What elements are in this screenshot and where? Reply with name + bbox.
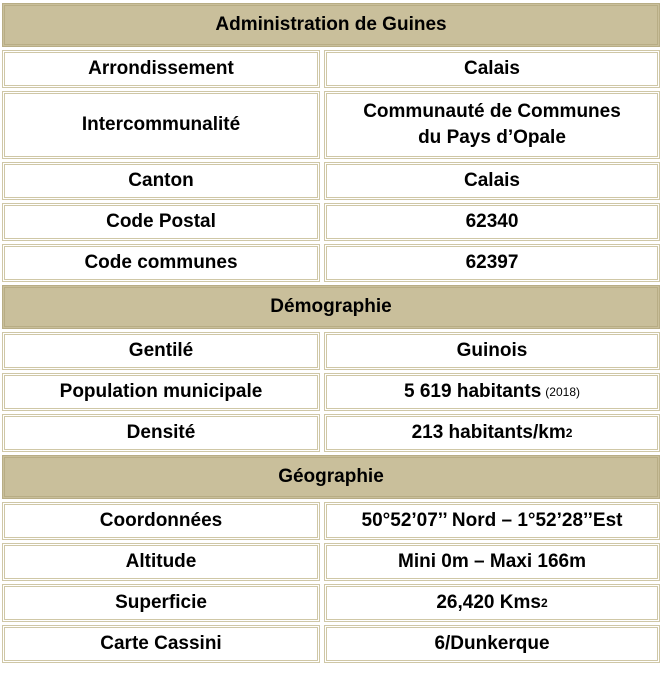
row-label: Code Postal — [2, 203, 320, 241]
row-label: Population municipale — [2, 373, 320, 411]
row-label: Arrondissement — [2, 50, 320, 88]
population-year: (2018) — [545, 385, 580, 399]
table-row — [2, 162, 660, 200]
table-row — [2, 91, 660, 159]
row-value: Calais — [324, 50, 660, 88]
density-value: 213 habitants/km — [411, 422, 566, 443]
value-line-2: du Pays d’Opale — [418, 127, 566, 148]
table-row — [2, 625, 660, 663]
section-header-demographie: Démographie — [2, 285, 660, 329]
row-value: 26,420 Kms 2 — [324, 584, 660, 622]
population-value: 5 619 habitants — [404, 381, 542, 402]
table-row — [2, 543, 660, 581]
row-value: 6/Dunkerque — [324, 625, 660, 663]
table-row — [2, 502, 660, 540]
row-label: Coordonnées — [2, 502, 320, 540]
row-label: Gentilé — [2, 332, 320, 370]
table-row — [2, 244, 660, 282]
table-row — [2, 203, 660, 241]
table-row — [2, 373, 660, 411]
table-row — [2, 584, 660, 622]
row-value: 50°52’07’’ Nord – 1°52’28’’Est — [324, 502, 660, 540]
row-label: Densité — [2, 414, 320, 452]
row-label: Canton — [2, 162, 320, 200]
row-value: Mini 0m – Maxi 166m — [324, 543, 660, 581]
row-label: Altitude — [2, 543, 320, 581]
row-label: Code communes — [2, 244, 320, 282]
row-value: 213 habitants/km 2 — [324, 414, 660, 452]
area-value: 26,420 Kms — [436, 592, 541, 613]
row-label: Superficie — [2, 584, 320, 622]
table-row — [2, 332, 660, 370]
table-row — [2, 50, 660, 88]
value-line-1: Communauté de Communes — [363, 101, 621, 122]
row-label: Carte Cassini — [2, 625, 320, 663]
row-value: Calais — [324, 162, 660, 200]
row-label: Intercommunalité — [2, 91, 320, 159]
table-row — [2, 414, 660, 452]
section-header-geographie: Géographie — [2, 455, 660, 499]
info-table — [2, 3, 660, 666]
row-value: 62340 — [324, 203, 660, 241]
row-value — [324, 373, 660, 411]
section-header-administration: Administration de Guines — [2, 3, 660, 47]
row-value: 62397 — [324, 244, 660, 282]
row-value — [324, 91, 660, 159]
row-value: Guinois — [324, 332, 660, 370]
